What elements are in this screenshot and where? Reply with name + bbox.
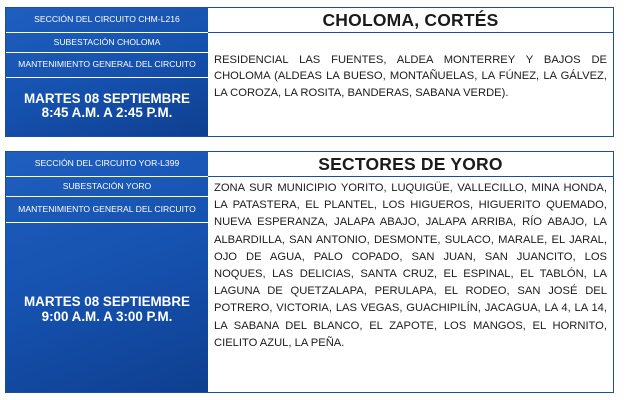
affected-area-panel <box>208 8 613 136</box>
schedule-time: 8:45 A.M. A 2:45 P.M. <box>41 105 173 121</box>
maintenance-label: MANTENIMIENTO GENERAL DEL CIRCUITO <box>6 197 208 223</box>
schedule-date: MARTES 08 SEPTIEMBRE <box>24 91 190 106</box>
substation-label: SUBESTACIÓN CHOLOMA <box>6 33 208 53</box>
affected-area-panel <box>208 152 613 392</box>
circuit-section-label: SECCIÓN DEL CIRCUITO YOR-L399 <box>6 152 208 177</box>
substation-label: SUBESTACIÓN YORO <box>6 177 208 197</box>
circuit-section-label: SECCIÓN DEL CIRCUITO CHM-L216 <box>6 8 208 33</box>
area-title: SECTORES DE YORO <box>208 152 613 177</box>
area-title: CHOLOMA, CORTÉS <box>208 8 613 33</box>
schedule-date: MARTES 08 SEPTIEMBRE <box>24 294 190 310</box>
affected-sectors-text: RESIDENCIAL LAS FUENTES, ALDEA MONTERREY Y BAJOS DE CHOLOMA (ALDEAS LA BUESO, MONTAÑUELAS, LA FÚNEZ, LA GÁLVEZ, LA COROZA, LA ROSITA, BANDERAS, SABANA VERDE). <box>214 54 607 99</box>
schedule-block <box>6 223 208 392</box>
outage-card-yoro <box>5 151 614 393</box>
circuit-info-panel <box>6 152 208 392</box>
maintenance-label: MANTENIMIENTO GENERAL DEL CIRCUITO <box>6 53 208 78</box>
outage-card-choloma <box>5 7 614 137</box>
affected-sectors-text: ZONA SUR MUNICIPIO YORITO, LUQUIGÜE, VALLECILLO, MINA HONDA, LA PATASTERA, EL PLANTEL, LOS HIGUEROS, HIGUERITO QUEMADO, NUEVA ESPERANZA, JALAPA ABAJO, JALAPA ARRIBA, RÍO ABAJO, LA ALBARDILLA, SAN ANTONIO, DESMONTE, SULACO, MARALE, EL JARAL, OJO DE AGUA, PALO COPADO, SAN JUAN, SAN JUANCITO, LOS NOQUES, LAS DELICIAS, SANTA CRUZ, EL ESPINAL, EL TABLÓN, LA LAGUNA DE QUETZALAPA, PERULAPA, EL RODEO, SAN JOSÉ DEL POTRERO, VICTORIA, LAS VEGAS, GUACHIPILÍN, JACAGUA, LA 4, LA 14, LA SABANA DEL BLANCO, EL ZAPOTE, LOS MANGOS, EL HORNITO, CIELITO AZUL, LA PEÑA. <box>214 182 607 349</box>
circuit-info-panel <box>6 8 208 136</box>
schedule-block <box>6 78 208 136</box>
schedule-time: 9:00 A.M. A 3:00 P.M. <box>41 308 173 324</box>
